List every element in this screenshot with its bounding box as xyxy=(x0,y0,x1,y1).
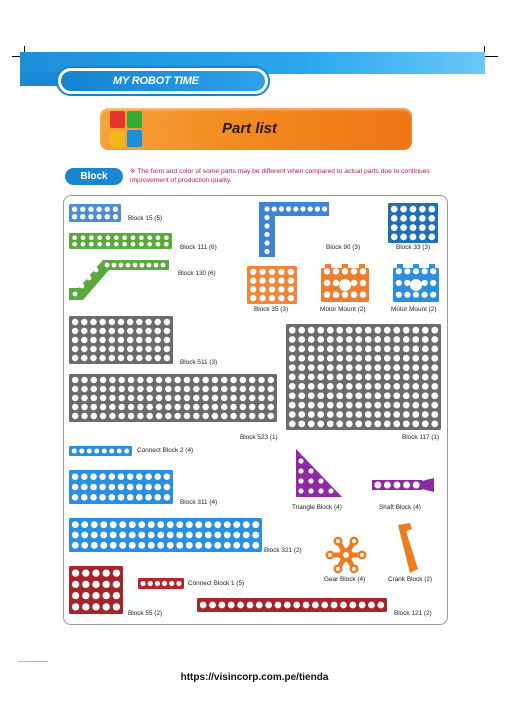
part-label: Block 55 (2) xyxy=(128,610,163,617)
part-shape xyxy=(396,523,422,573)
parts-icon xyxy=(110,111,142,147)
part-label: Crank Block (2) xyxy=(388,576,433,583)
icon-tile-blue xyxy=(127,130,142,147)
part-item xyxy=(325,534,367,581)
parts-panel xyxy=(63,195,448,625)
part-shape xyxy=(69,518,262,552)
part-shape xyxy=(138,578,184,589)
part-shape xyxy=(388,203,438,243)
icon-tile-green xyxy=(127,111,142,128)
part-item xyxy=(396,523,422,578)
part-shape xyxy=(69,316,173,364)
part-item xyxy=(138,576,184,594)
part-label: Block 311 (4) xyxy=(180,499,218,506)
part-shape xyxy=(286,324,441,430)
part-item xyxy=(69,233,172,254)
part-item xyxy=(69,518,262,557)
part-shape xyxy=(325,534,367,576)
part-item xyxy=(372,478,434,497)
part-shape xyxy=(321,264,369,302)
part-item xyxy=(259,202,329,262)
part-label: Motor Mount (2) xyxy=(391,306,437,313)
part-item xyxy=(69,566,123,619)
icon-tile-yellow xyxy=(110,130,125,147)
part-item xyxy=(296,449,342,502)
icon-tile-red xyxy=(110,111,125,128)
part-item xyxy=(69,316,173,369)
part-label: Block 15 (5) xyxy=(128,215,163,222)
part-shape xyxy=(69,374,277,422)
part-label: Block 130 (6) xyxy=(178,270,216,277)
part-label: Triangle Block (4) xyxy=(292,504,342,511)
part-shape xyxy=(259,202,329,257)
footer-line xyxy=(18,661,48,662)
quality-note: ※ The form and color of some parts may be different when compared to actual parts due to continues improvement of production quality. xyxy=(130,168,430,184)
part-shape xyxy=(69,470,173,504)
part-label: Connect Block 1 (5) xyxy=(188,580,245,587)
part-list-banner xyxy=(100,108,412,150)
banner-title: Part list xyxy=(222,120,278,137)
part-shape xyxy=(69,204,121,222)
part-item xyxy=(321,264,369,307)
block-tab: Block xyxy=(65,168,123,185)
part-shape xyxy=(393,264,439,302)
part-shape xyxy=(69,233,172,249)
part-label: Connect Block 2 (4) xyxy=(137,447,194,454)
part-item xyxy=(69,443,132,461)
part-item xyxy=(69,470,173,509)
part-label: Block 321 (2) xyxy=(264,547,302,554)
part-label: Block 111 (6) xyxy=(180,244,217,251)
part-item xyxy=(69,260,169,305)
part-shape xyxy=(296,449,342,497)
part-item xyxy=(388,203,438,248)
part-label: Gear Block (4) xyxy=(324,576,366,583)
part-item xyxy=(286,324,441,435)
part-item xyxy=(393,264,439,307)
crop-mark xyxy=(484,56,498,57)
part-label: Block 117 (1) xyxy=(402,434,440,441)
part-item xyxy=(197,598,387,617)
part-label: Block 523 (1) xyxy=(240,434,278,441)
part-shape xyxy=(372,478,434,492)
part-label: Shaft Block (4) xyxy=(379,504,421,511)
part-label: Motor Mount (2) xyxy=(320,306,366,313)
part-item xyxy=(247,266,297,309)
part-shape xyxy=(69,566,123,614)
part-label: Block 90 (3) xyxy=(326,244,361,251)
section-title-pill xyxy=(58,68,268,94)
part-shape xyxy=(247,266,297,304)
section-title: MY ROBOT TIME xyxy=(113,75,199,87)
part-label: Block 35 (3) xyxy=(254,306,289,313)
part-label: Block 33 (3) xyxy=(396,244,431,251)
part-shape xyxy=(69,446,132,456)
part-label: Block 511 (3) xyxy=(180,359,218,366)
footer-url: https://visincorp.com.pe/tienda xyxy=(180,672,329,683)
part-item xyxy=(69,204,121,227)
part-item xyxy=(69,374,277,427)
part-label: Block 121 (2) xyxy=(394,610,432,617)
part-shape xyxy=(69,260,169,300)
part-shape xyxy=(197,598,387,612)
